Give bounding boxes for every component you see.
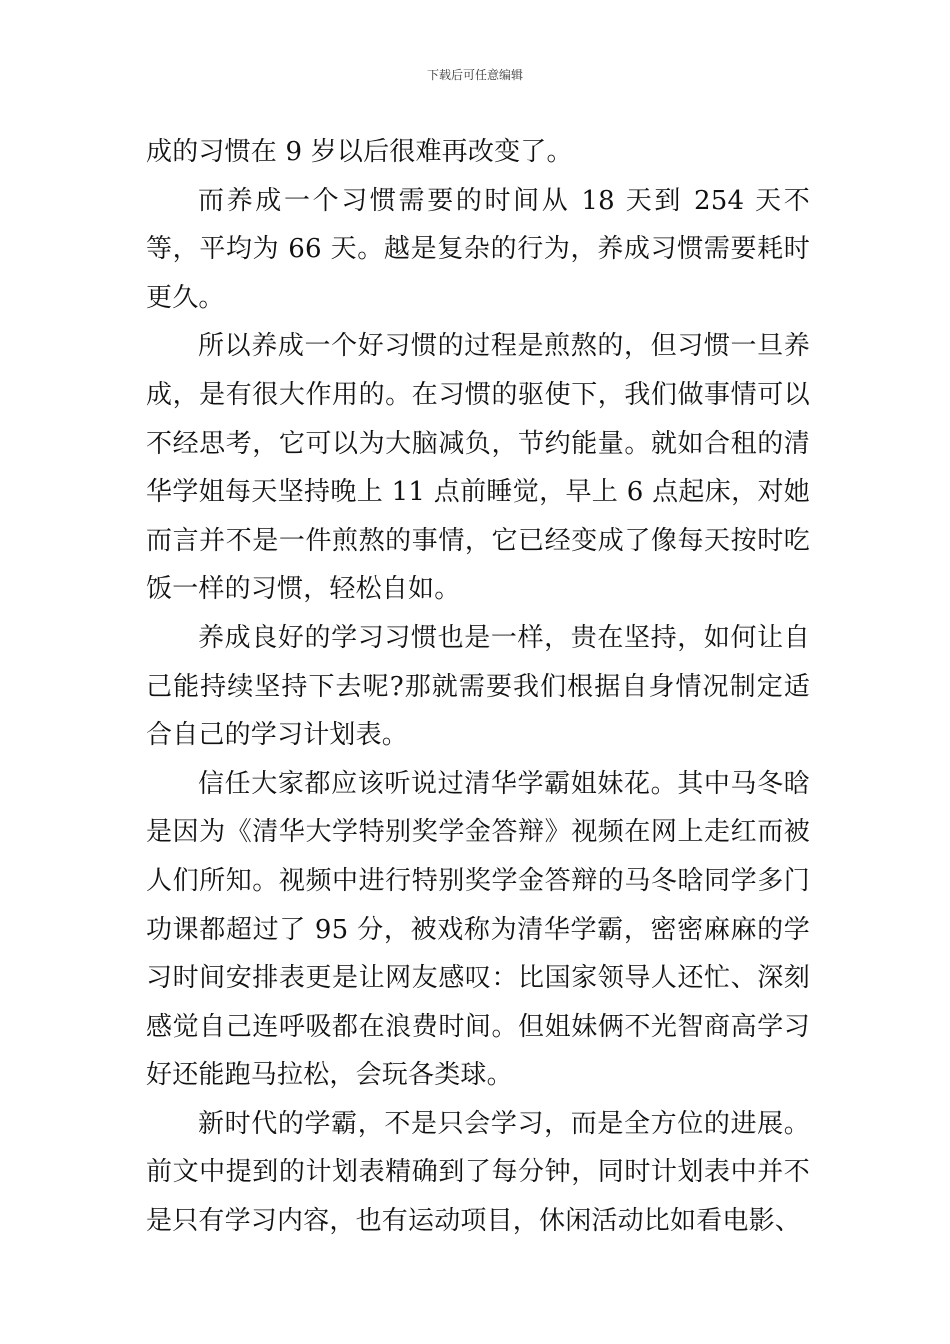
paragraph-3: 所以养成一个好习惯的过程是煎熬的，但习惯一旦养成，是有很大作用的。在习惯的驱使下，我们做事情可以不经思考，它可以为大脑减负，节约能量。就如合租的清华学姐每天坚持晚上 11 点前睡觉，早上 6 点起床，对她而言并不是一件煎熬的事情，它已经变成了像每天按时吃饭一样的习惯，轻松自如。: [146, 331, 810, 605]
document-body: [146, 128, 810, 1246]
paragraph-1: 成的习惯在 9 岁以后很难再改变了。: [146, 137, 573, 167]
paragraph-5: 信任大家都应该听说过清华学霸姐妹花。其中马冬晗是因为《清华大学特别奖学金答辩》视频在网上走红而被人们所知。视频中进行特别奖学金答辩的马冬晗同学多门功课都超过了 95 分，被戏称为清华学霸，密密麻麻的学习时间安排表更是让网友感叹：比国家领导人还忙、深刻感觉自己连呼吸都在浪费时间。但姐妹俩不光智商高学习好还能跑马拉松，会玩各类球。: [146, 768, 810, 1091]
page-header: 下载后可任意编辑: [426, 68, 523, 82]
paragraph-4: 养成良好的学习习惯也是一样，贵在坚持，如何让自己能持续坚持下去呢?那就需要我们根据自身情况制定适合自己的学习计划表。: [146, 622, 810, 751]
paragraph-6: 新时代的学霸，不是只会学习，而是全方位的进展。前文中提到的计划表精确到了每分钟，同时计划表中并不是只有学习内容，也有运动项目，休闲活动比如看电影、: [146, 1108, 810, 1237]
paragraph-2: 而养成一个习惯需要的时间从 18 天到 254 天不等，平均为 66 天。越是复杂的行为，养成习惯需要耗时更久。: [146, 185, 810, 313]
